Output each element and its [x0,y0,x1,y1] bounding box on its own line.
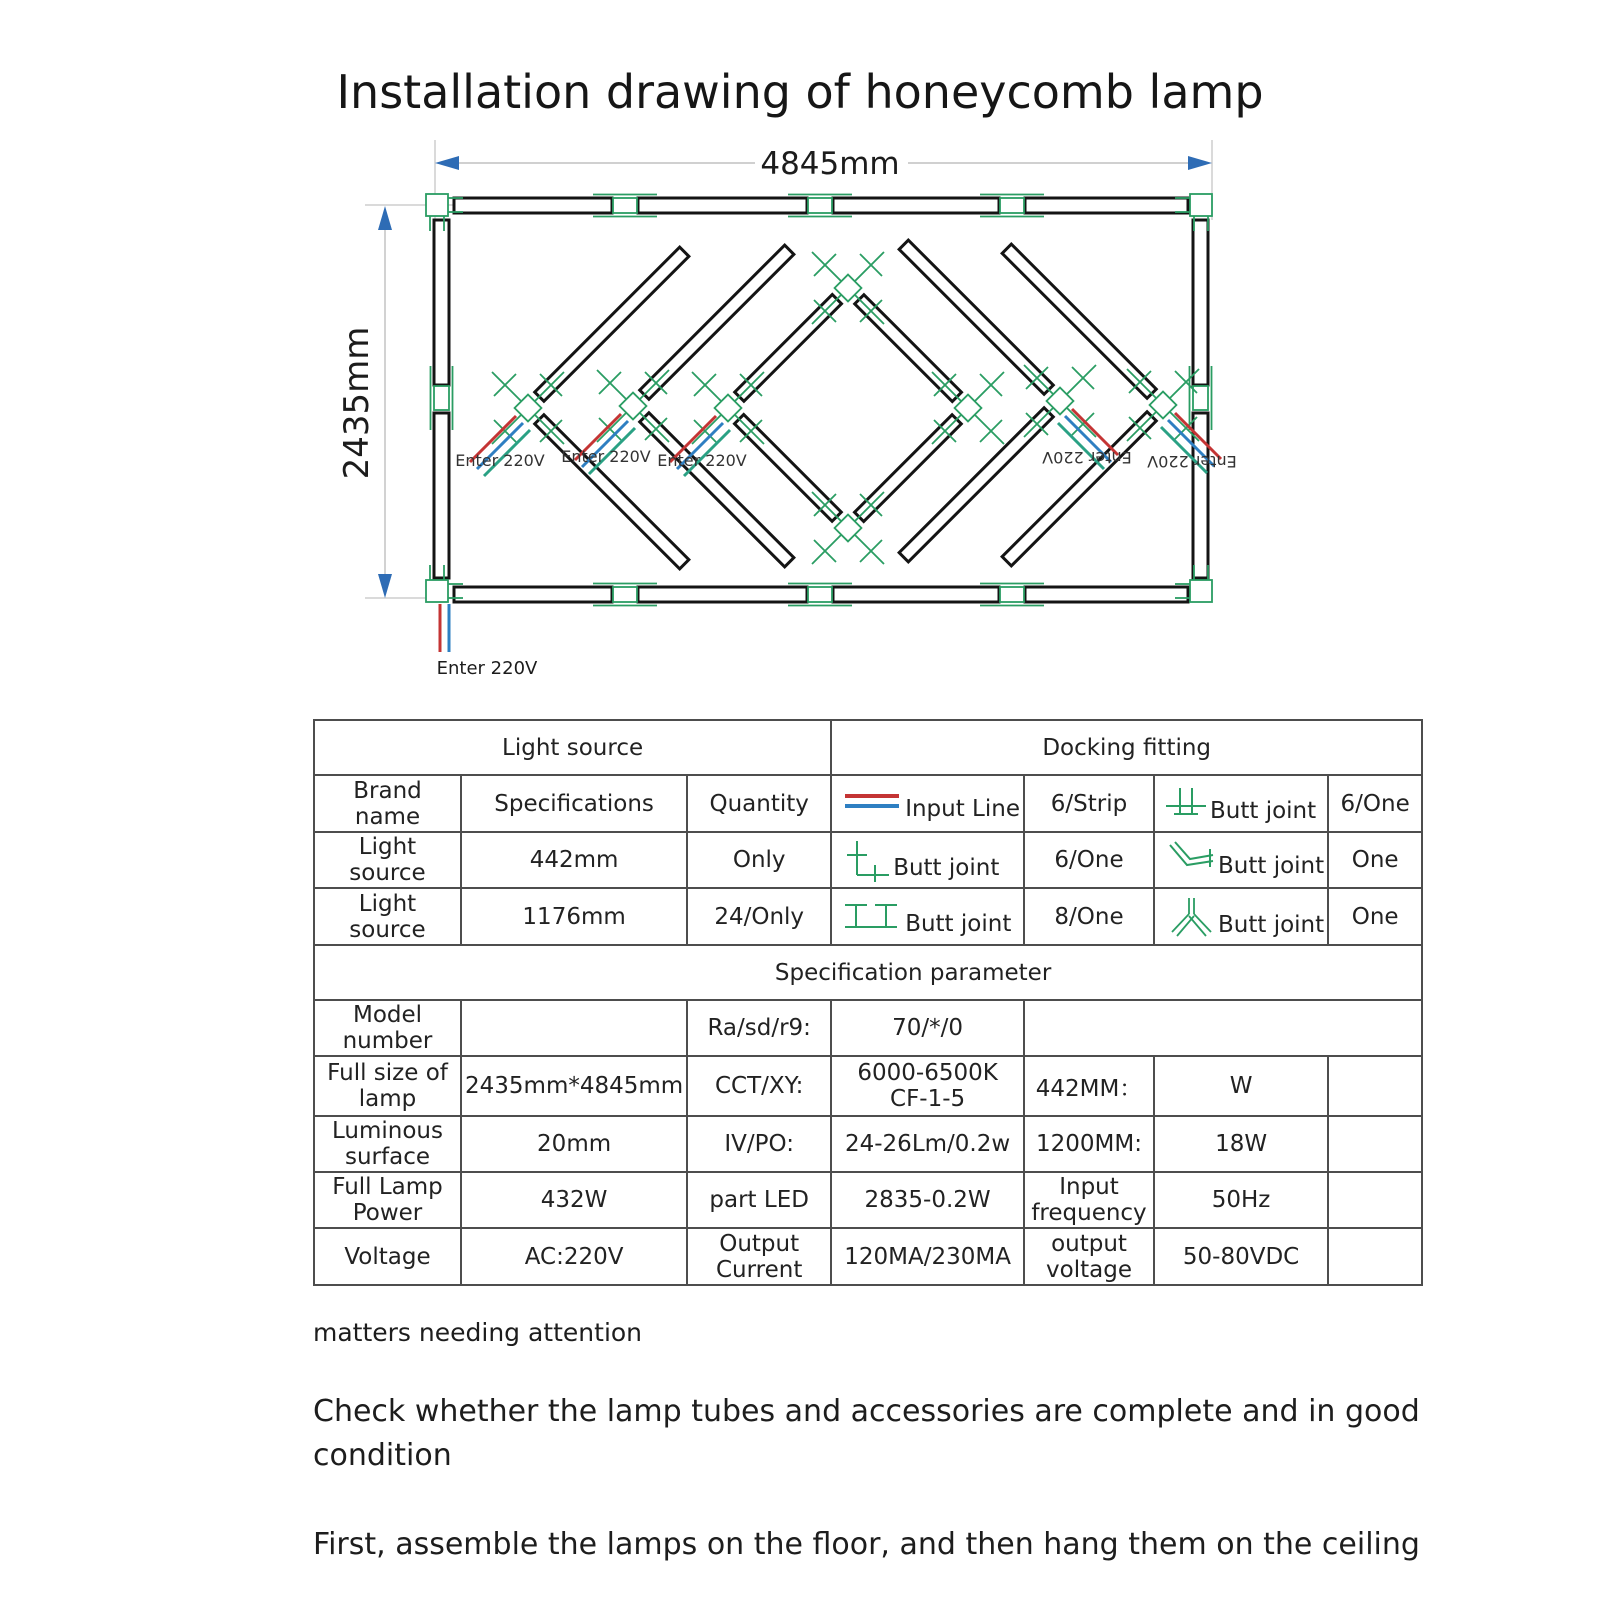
docking-cell [831,888,1024,945]
chevron-tubes-right [899,240,1156,566]
height-dimension [337,206,392,598]
enter-220v-label: Enter 220V [455,451,545,470]
docking-label: Butt joint [893,855,1000,881]
cct-line2: CF-1-5 [890,1086,966,1112]
table-row [314,720,1422,775]
docking-cell [831,775,1024,832]
arrow-down-icon [378,574,392,598]
light-source-qty: Only [687,832,831,888]
spec-value: 18W [1154,1116,1328,1172]
docking-fitting-header: Docking fitting [831,720,1422,775]
enter-220v-label-bottom: Enter 220V [436,658,538,679]
table-row [314,1116,1422,1172]
spec-value: 70/*/0 [831,1000,1024,1056]
light-source-qty: 24/Only [687,888,831,945]
lamp-tube [434,413,449,578]
col-header-spec: Specifications [461,775,687,832]
spec-empty-cell [1328,1228,1422,1285]
spec-key: IV/PO: [687,1116,831,1172]
page-title: Installation drawing of honeycomb lamp [336,64,1264,119]
spec-value: 120MA/230MA [831,1228,1024,1285]
notes-check-line1: Check whether the lamp tubes and accessories are complete and in good [313,1394,1420,1429]
input-line-icon [841,784,903,824]
spec-value: 20mm [461,1116,687,1172]
lamp-tube [454,198,612,213]
spec-value: 432W [461,1172,687,1228]
lamp-tube [1025,198,1188,213]
docking-qty: 8/One [1024,888,1154,945]
arrow-left-icon [435,156,459,170]
frame-tubes [434,198,1208,602]
spec-key: Output Current [687,1228,831,1285]
table-row [314,945,1422,1000]
spec-empty-cell [1024,1000,1422,1056]
spec-empty-cell [1328,1056,1422,1116]
docking-label: Butt joint [905,910,1012,937]
light-source-name: Light source [314,888,461,945]
lamp-tube [1193,220,1208,385]
enter-220v-label-mirrored: Enter 220V [1042,448,1132,467]
notes-heading: matters needing attention [313,1318,643,1347]
light-source-header: Light source [314,720,831,775]
light-source-spec: 1176mm [461,888,687,945]
x-connector [812,492,884,564]
height-dimension-label: 2435mm [337,326,377,480]
docking-cell [1154,832,1328,888]
table-row [314,888,1422,945]
docking-cell [831,832,1024,888]
docking-label: Input Line [905,795,1020,822]
spec-label: Luminous surface [314,1116,461,1172]
x-connector [932,372,1004,444]
docking-qty: One [1328,888,1422,945]
spec-key: Ra/sd/r9: [687,1000,831,1056]
spec-value: 2835-0.2W [831,1172,1024,1228]
table-row [314,775,1422,832]
col-header-qty: Quantity [687,775,831,832]
lamp-layout-diagram [330,128,1260,703]
lamp-tube [833,587,999,602]
spec-key: output voltage [1024,1228,1154,1285]
col-header-brand: Brand name [314,775,461,832]
diagonal-connectors [492,252,1199,564]
diamond-tubes [735,295,962,522]
spec-label: Voltage [314,1228,461,1285]
spec-value [461,1000,687,1056]
spec-key: CCT/XY: [687,1056,831,1116]
notes-check-paragraph [313,1390,1420,1478]
spec-key: 1200MM: [1024,1116,1154,1172]
docking-qty: One [1328,832,1422,888]
spec-value: W [1154,1056,1328,1116]
lamp-tube [638,198,807,213]
arrow-up-icon [378,206,392,230]
docking-qty: 6/One [1328,775,1422,832]
spec-key: part LED [687,1172,831,1228]
butt-joint-h-icon [841,895,903,939]
lamp-tube [833,198,999,213]
butt-joint-corner-icon [841,837,891,883]
table-row [314,1228,1422,1285]
enter-220v-label: Enter 220V [561,447,651,466]
specification-table [313,719,1423,1286]
table-row [314,1056,1422,1116]
lamp-layout-svg [330,128,1260,703]
arrow-right-icon [1188,156,1212,170]
width-dimension-label: 4845mm [760,146,900,182]
enter-220v-label-mirrored: Enter 220V [1147,452,1237,471]
table-row [314,1000,1422,1056]
width-dimension [435,146,1212,182]
x-connector [812,252,884,324]
spec-value: AC:220V [461,1228,687,1285]
spec-label: Full Lamp Power [314,1172,461,1228]
notes-assemble-paragraph: First, assemble the lamps on the floor, and then hang them on the ceiling [313,1527,1420,1562]
docking-qty: 6/Strip [1024,775,1154,832]
spec-value [831,1056,1024,1116]
docking-label: Butt joint [1218,853,1325,879]
docking-label: Butt joint [1210,797,1317,824]
spec-value: 50Hz [1154,1172,1328,1228]
power-labels [437,447,1237,679]
butt-joint-cross-icon [1164,782,1208,826]
butt-joint-elbow-icon [1164,839,1216,881]
lamp-tube [1025,587,1188,602]
spec-label: Model number [314,1000,461,1056]
spec-value: 24-26Lm/0.2w [831,1116,1024,1172]
cct-line1: 6000-6500K [857,1060,998,1086]
notes-check-line2: condition [313,1438,452,1473]
lamp-tube [454,587,612,602]
spec-key: 442MM： [1024,1056,1154,1116]
spec-key: Input frequency [1024,1172,1154,1228]
spec-empty-cell [1328,1172,1422,1228]
lamp-tube [638,587,807,602]
docking-cell [1154,775,1328,832]
light-source-name: Light source [314,832,461,888]
spec-value: 50-80VDC [1154,1228,1328,1285]
table-row [314,832,1422,888]
docking-cell [1154,888,1328,945]
spec-label: Full size of lamp [314,1056,461,1116]
light-source-spec: 442mm [461,832,687,888]
spec-empty-cell [1328,1116,1422,1172]
docking-label: Butt joint [1218,911,1325,938]
butt-joint-y-icon [1164,894,1216,940]
enter-220v-label: Enter 220V [657,451,747,470]
lamp-tube [434,220,449,385]
chevron-tubes-left [535,245,794,569]
spec-parameter-header: Specification parameter [314,945,1422,1000]
docking-qty: 6/One [1024,832,1154,888]
table-row [314,1172,1422,1228]
spec-value: 2435mm*4845mm [461,1056,687,1116]
